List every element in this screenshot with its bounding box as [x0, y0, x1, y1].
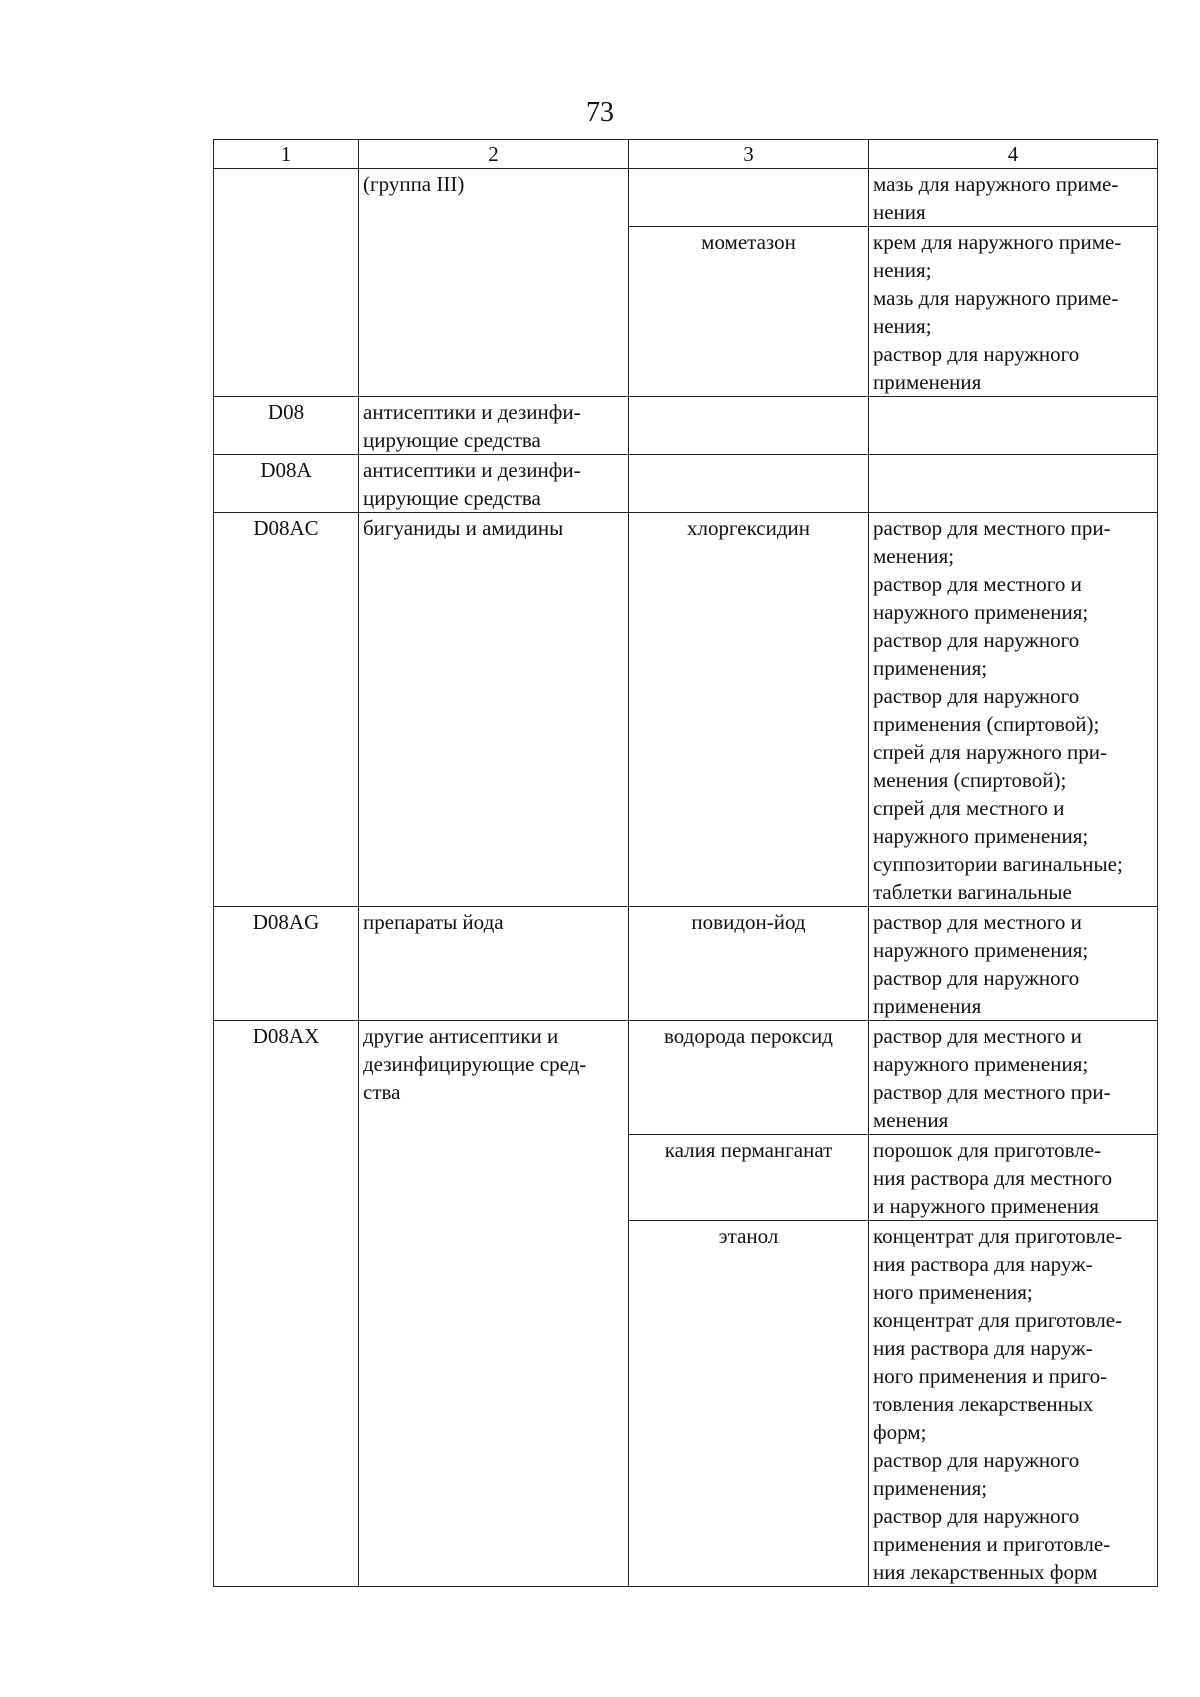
- table-row: [214, 455, 1158, 513]
- dosage-form-line: менения (спиртовой);: [873, 768, 1067, 792]
- dosage-form-cell: [869, 1135, 1158, 1221]
- dosage-form-line: применения и приготовле-: [873, 1532, 1111, 1556]
- dosage-form-cell: [869, 907, 1158, 1021]
- medication-table: [213, 139, 1158, 1587]
- group-name-line: цирующие средства: [363, 486, 541, 510]
- group-name-cell: [359, 455, 629, 513]
- dosage-form-line: применения;: [873, 1476, 988, 1500]
- column-header-1: 1: [214, 140, 359, 169]
- dosage-form-line: концентрат для приготовле-: [873, 1308, 1123, 1332]
- dosage-form-line: ния лекарственных форм: [873, 1560, 1098, 1584]
- dosage-form-line: мазь для наружного приме-: [873, 286, 1119, 310]
- dosage-form-line: спрей для местного и: [873, 796, 1065, 820]
- table-row: [214, 907, 1158, 1021]
- drug-name-cell: мометазон: [629, 227, 869, 397]
- atc-code-cell: D08AX: [214, 1021, 359, 1587]
- dosage-form-cell: [869, 1221, 1158, 1587]
- dosage-form-line: применения: [873, 370, 982, 394]
- dosage-form-line: товления лекарственных: [873, 1392, 1094, 1416]
- group-name-line: дезинфицирующие сред-: [363, 1052, 587, 1076]
- dosage-form-cell: [869, 169, 1158, 227]
- dosage-form-cell: [869, 513, 1158, 907]
- drug-name-cell: водорода пероксид: [629, 1021, 869, 1135]
- dosage-form-line: раствор для наружного: [873, 966, 1080, 990]
- group-name-line: цирующие средства: [363, 428, 541, 452]
- dosage-form-line: ного применения;: [873, 1280, 1033, 1304]
- dosage-form-line: раствор для наружного: [873, 628, 1080, 652]
- dosage-form-line: наружного применения;: [873, 824, 1089, 848]
- dosage-form-line: раствор для местного при-: [873, 1080, 1111, 1104]
- atc-code-cell: D08: [214, 397, 359, 455]
- column-header-4: 4: [869, 140, 1158, 169]
- drug-name-cell: этанол: [629, 1221, 869, 1587]
- table-row: [214, 169, 1158, 227]
- dosage-form-line: ния раствора для наруж-: [873, 1336, 1093, 1360]
- dosage-form-cell: [869, 1021, 1158, 1135]
- dosage-form-line: наружного применения;: [873, 1052, 1089, 1076]
- dosage-form-line: раствор для местного при-: [873, 516, 1111, 540]
- group-name-cell: [359, 397, 629, 455]
- dosage-form-line: применения (спиртовой);: [873, 712, 1100, 736]
- group-name-line: другие антисептики и: [363, 1024, 559, 1048]
- dosage-form-line: суппозитории вагинальные;: [873, 852, 1123, 876]
- drug-name-cell: повидон-йод: [629, 907, 869, 1021]
- group-name-line: антисептики и дезинфи-: [363, 400, 581, 424]
- dosage-form-line: мазь для наружного приме-: [873, 172, 1119, 196]
- drug-name-cell: [629, 169, 869, 227]
- group-name-cell: бигуаниды и амидины: [359, 513, 629, 907]
- dosage-form-line: менения: [873, 1108, 949, 1132]
- atc-code-cell: [214, 169, 359, 397]
- dosage-form-line: крем для наружного приме-: [873, 230, 1122, 254]
- page-number: 73: [586, 97, 614, 128]
- dosage-form-line: раствор для местного и: [873, 572, 1082, 596]
- dosage-form-line: концентрат для приготовле-: [873, 1224, 1123, 1248]
- dosage-form-line: таблетки вагинальные: [873, 880, 1072, 904]
- dosage-form-line: раствор для наружного: [873, 1504, 1080, 1528]
- group-name-cell: (группа III): [359, 169, 629, 397]
- dosage-form-line: нения;: [873, 258, 932, 282]
- dosage-form-line: наружного применения;: [873, 600, 1089, 624]
- group-name-cell: [359, 1021, 629, 1587]
- dosage-form-line: применения: [873, 994, 982, 1018]
- dosage-form-line: менения;: [873, 544, 955, 568]
- atc-code-cell: D08A: [214, 455, 359, 513]
- header-row: [214, 140, 1158, 169]
- dosage-form-line: и наружного применения: [873, 1194, 1099, 1218]
- dosage-form-line: спрей для наружного при-: [873, 740, 1108, 764]
- drug-name-cell: калия перманганат: [629, 1135, 869, 1221]
- atc-code-cell: D08AC: [214, 513, 359, 907]
- column-header-3: 3: [629, 140, 869, 169]
- dosage-form-line: раствор для наружного: [873, 342, 1080, 366]
- drug-name-cell: хлоргексидин: [629, 513, 869, 907]
- dosage-form-line: порошок для приготовле-: [873, 1138, 1102, 1162]
- table-row: [214, 397, 1158, 455]
- dosage-form-cell: [869, 227, 1158, 397]
- drug-name-cell: [629, 455, 869, 513]
- dosage-form-line: ния раствора для наруж-: [873, 1252, 1093, 1276]
- atc-code-cell: D08AG: [214, 907, 359, 1021]
- group-name-line: антисептики и дезинфи-: [363, 458, 581, 482]
- table-row: [214, 513, 1158, 907]
- group-name-cell: препараты йода: [359, 907, 629, 1021]
- group-name-line: ства: [363, 1080, 401, 1104]
- dosage-form-line: наружного применения;: [873, 938, 1089, 962]
- dosage-form-line: раствор для наружного: [873, 1448, 1080, 1472]
- dosage-form-line: нения;: [873, 314, 932, 338]
- dosage-form-line: ния раствора для местного: [873, 1166, 1113, 1190]
- drug-name-cell: [629, 397, 869, 455]
- dosage-form-line: раствор для местного и: [873, 910, 1082, 934]
- dosage-form-line: ного применения и приго-: [873, 1364, 1108, 1388]
- table-row: [214, 1021, 1158, 1135]
- column-header-2: 2: [359, 140, 629, 169]
- dosage-form-cell: [869, 397, 1158, 455]
- dosage-form-cell: [869, 455, 1158, 513]
- dosage-form-line: раствор для местного и: [873, 1024, 1082, 1048]
- dosage-form-line: нения: [873, 200, 926, 224]
- dosage-form-line: применения;: [873, 656, 988, 680]
- dosage-form-line: форм;: [873, 1420, 927, 1444]
- dosage-form-line: раствор для наружного: [873, 684, 1080, 708]
